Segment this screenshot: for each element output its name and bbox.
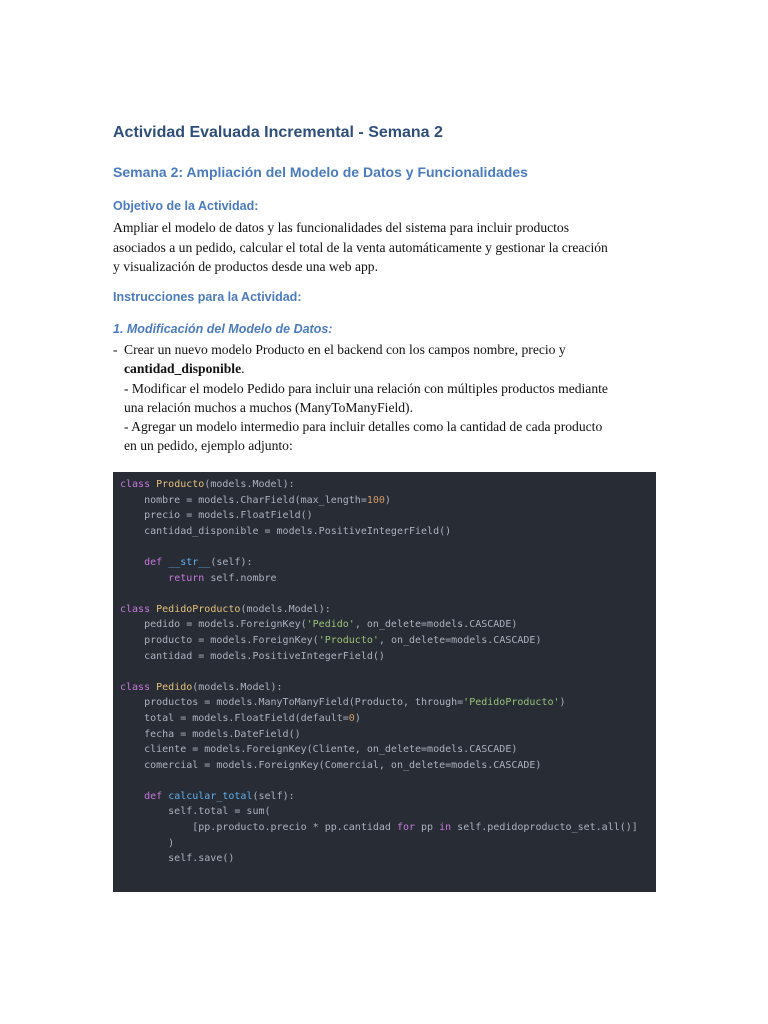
bullet-dash: - <box>113 342 118 357</box>
instruction-line-3: - Modificar el modelo Pedido para incluir una relación con múltiples productos mediante <box>124 381 608 396</box>
instruction-line-2-end: . <box>241 361 245 376</box>
instruction-line-5: - Agregar un modelo intermedio para incluir detalles como la cantidad de cada producto <box>124 419 603 434</box>
objective-heading: Objetivo de la Actividad: <box>113 199 259 213</box>
code-text: class Producto(models.Model): nombre = models.CharField(max_length=100) precio = models.FloatField() cantidad_disponible = models.PositiveIntegerField() def __str__(self): return self.nombre class PedidoProducto(models.Model): pedido = models.ForeignKey('Pedido', on_delete=models.CASCADE) producto = models.ForeignKey('Producto', on_delete=models.CASCADE) cantidad = models.PositiveIntegerField() class Pedido(models.Model): productos = models.ManyToManyField(Producto, through='PedidoProducto') total = models.FloatField(default=0) fecha = models.DateField() cliente = models.ForeignKey(Cliente, on_delete=models.CASCADE) comercial = models.ForeignKey(Comercial, on_delete=models.CASCADE) def calcular_total(self): self.total = sum( [pp.producto.precio * pp.cantidad for pp in self.pedidoproducto_set.all()] ) self.save() <box>120 479 638 865</box>
instructions-heading: Instrucciones para la Actividad: <box>113 290 302 304</box>
document-title: Actividad Evaluada Incremental - Semana 2 <box>113 124 443 141</box>
objective-line-1: Ampliar el modelo de datos y las funcionalidades del sistema para incluir productos <box>113 220 570 235</box>
objective-line-2: asociados a un pedido, calcular el total de la venta automáticamente y gestionar la creación <box>113 239 608 255</box>
objective-line-3: y visualización de productos desde una web app. <box>113 259 378 274</box>
section-1-heading: 1. Modificación del Modelo de Datos: <box>113 322 333 336</box>
objective-paragraph <box>113 218 658 277</box>
document-subtitle: Semana 2: Ampliación del Modelo de Datos y Funcionalidades <box>113 164 528 180</box>
instruction-line-4: una relación muchos a muchos (ManyToManyField). <box>124 400 413 415</box>
field-name-bold: cantidad_disponible <box>124 361 242 376</box>
instruction-line-2 <box>124 361 245 377</box>
instruction-line-1: Crear un nuevo modelo Producto en el backend con los campos nombre, precio y <box>124 342 566 357</box>
code-block <box>113 472 656 892</box>
instruction-line-6: en un pedido, ejemplo adjunto: <box>124 438 293 453</box>
